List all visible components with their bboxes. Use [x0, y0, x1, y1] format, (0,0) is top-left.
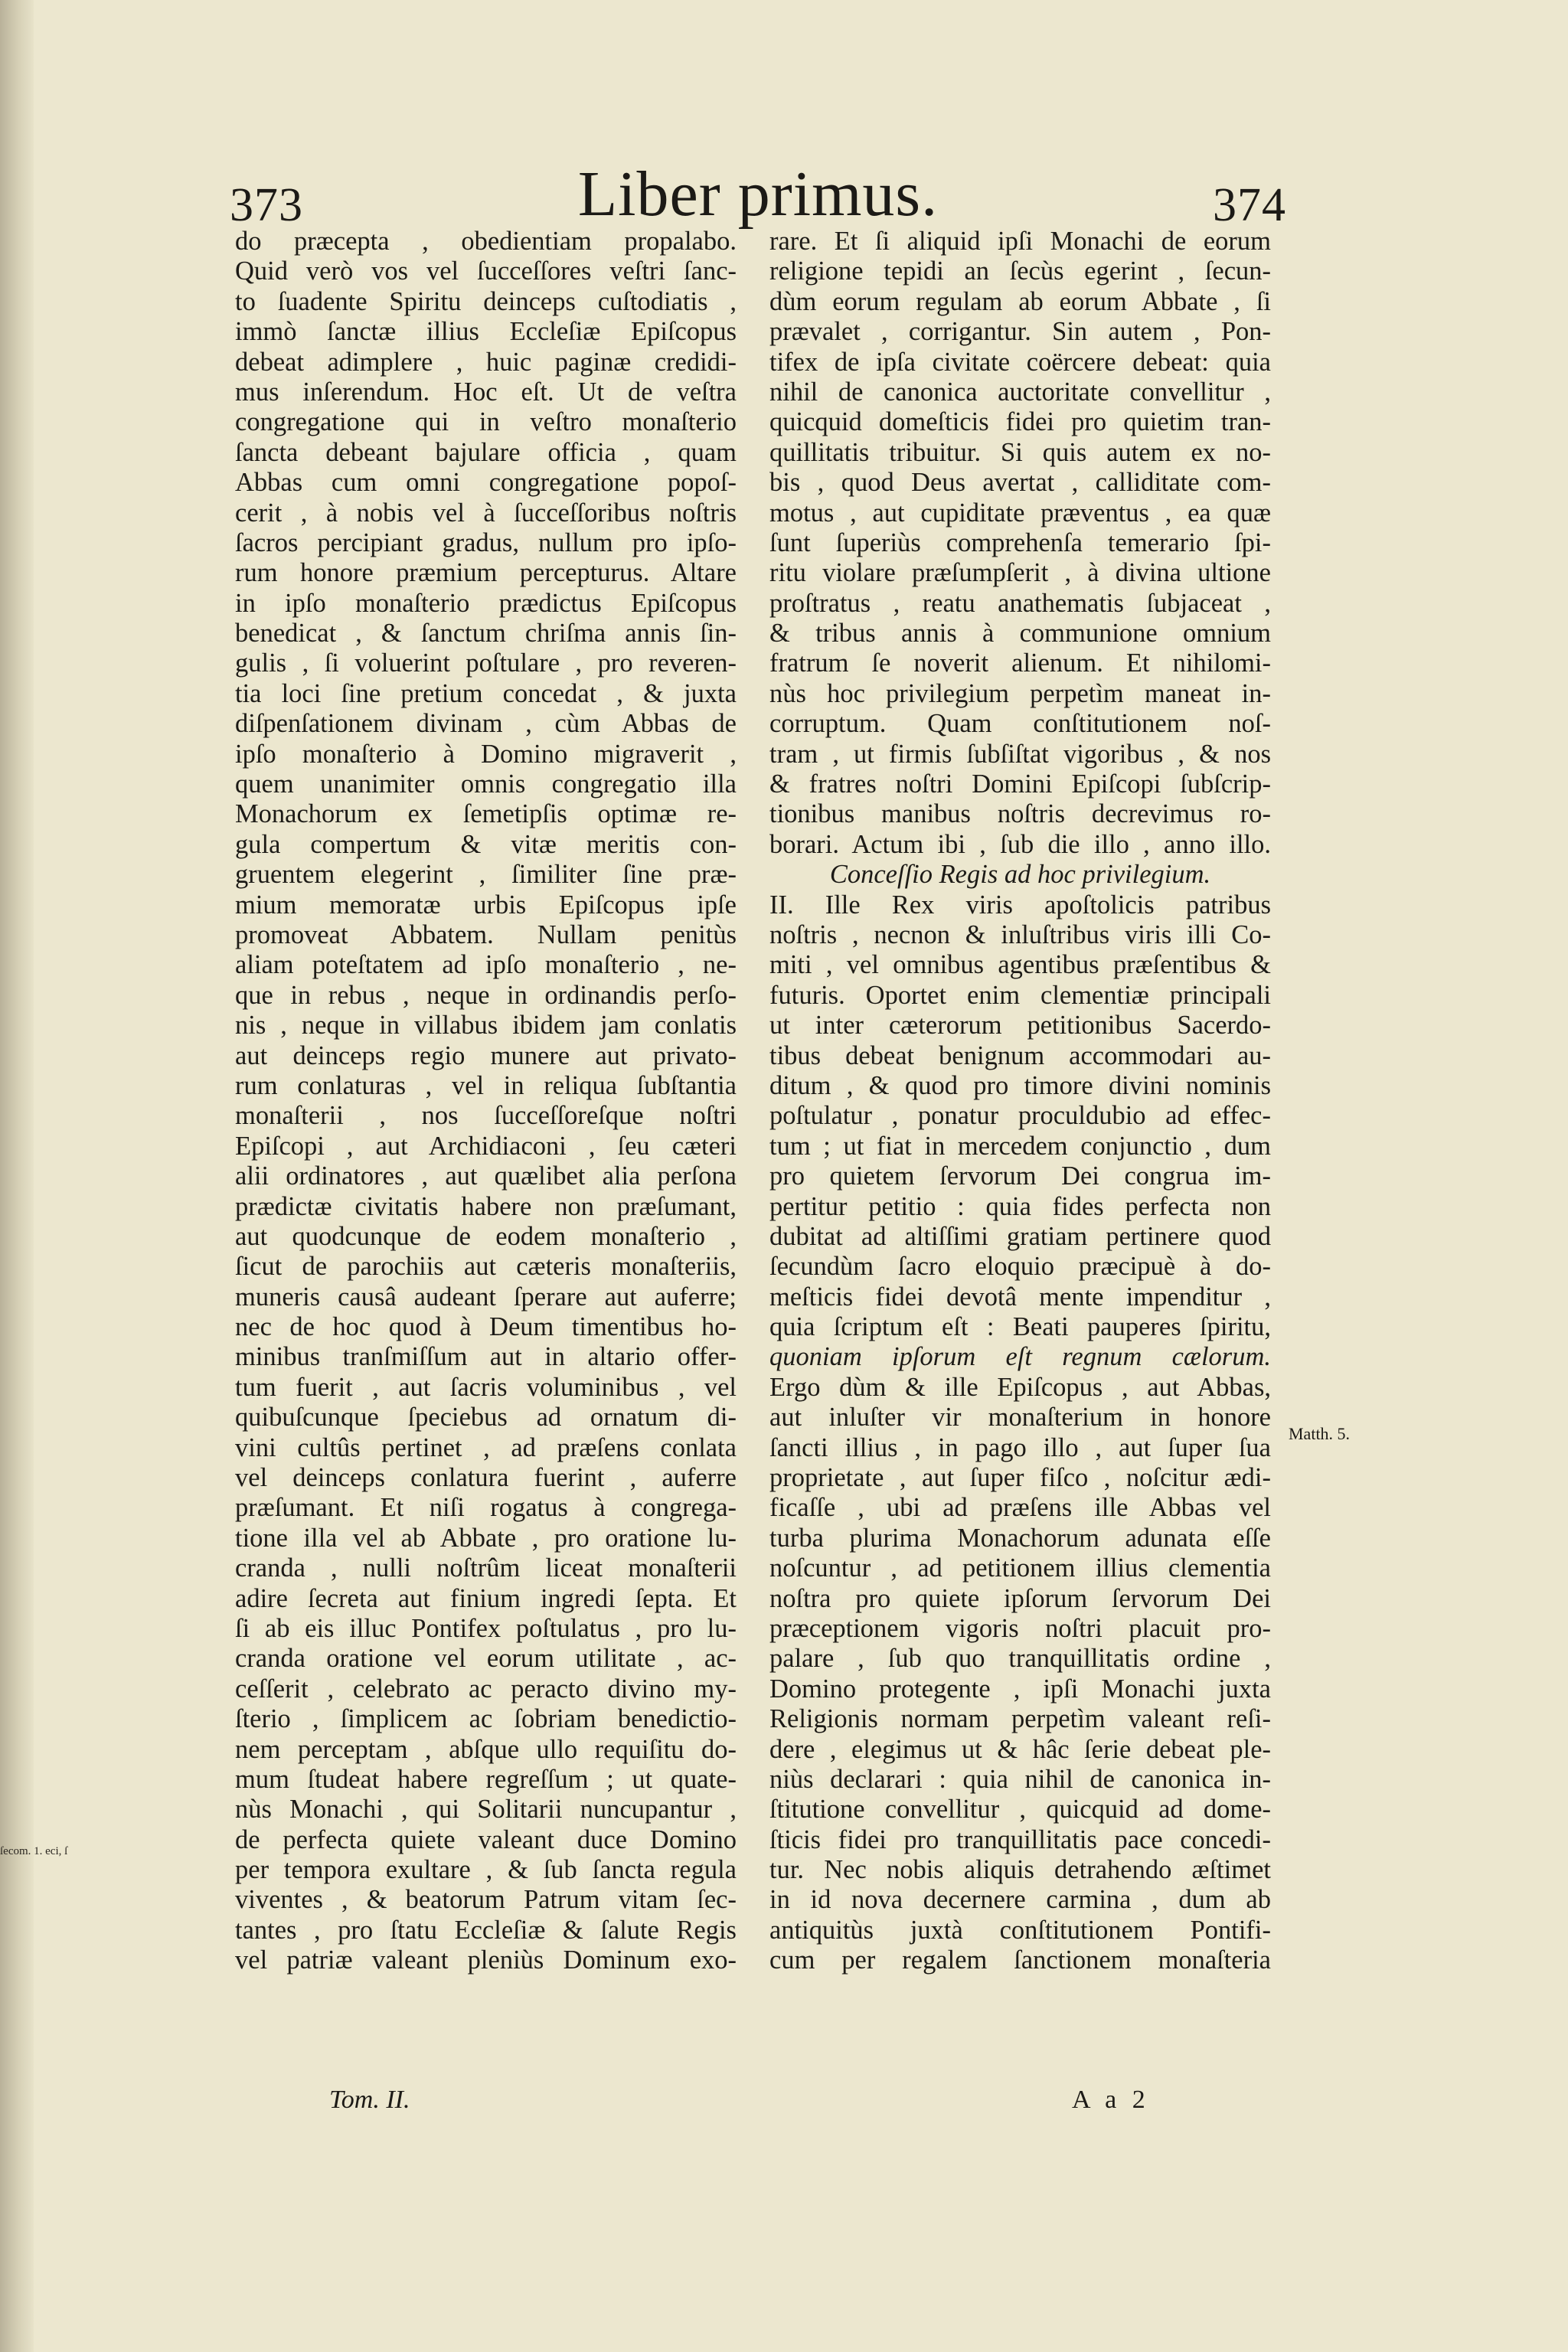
- text-line: tibus debeat benignum accommodari au-: [769, 1040, 1271, 1070]
- text-line: congregatione qui in veſtro monaſterio: [235, 407, 737, 437]
- text-line: quia ſcriptum eſt : Beati pauperes ſpiritu,: [769, 1312, 1271, 1342]
- page-number-left: 373: [230, 179, 303, 231]
- text-line: alii ordinatores , aut quælibet alia perſona: [235, 1161, 737, 1191]
- text-line: viventes , & beatorum Patrum vitam ſec-: [235, 1885, 737, 1915]
- text-line: ſi ab eis illuc Pontifex poſtulatus , pro lu-: [235, 1613, 737, 1643]
- text-line: poſtulatur , ponatur proculdubio ad effec-: [769, 1101, 1271, 1131]
- text-line: quicquid domeſticis fidei pro quietim tran-: [769, 407, 1271, 437]
- text-line: & fratres noſtri Domini Epiſcopi ſubſcrip-: [769, 769, 1271, 799]
- text-line: præſumant. Et niſi rogatus à congrega-: [235, 1493, 737, 1523]
- text-line: quem unanimiter omnis congregatio illa: [235, 769, 737, 799]
- text-line: nem perceptam , abſque ullo requiſitu do-: [235, 1734, 737, 1764]
- text-line: dùm eorum regulam ab eorum Abbate , ſi: [769, 286, 1271, 316]
- text-line: Domino protegente , ipſi Monachi juxta: [769, 1674, 1271, 1704]
- text-line: adire ſecreta aut finium ingredi ſepta. Et: [235, 1583, 737, 1613]
- volume-signature: Tom. II.: [329, 2086, 410, 2114]
- text-line: Quid verò vos vel ſucceſſores veſtri ſanc-: [235, 256, 737, 286]
- text-line: mium memoratæ urbis Epiſcopus ipſe: [235, 890, 737, 920]
- text-line: tionibus manibus noſtris decrevimus ro-: [769, 799, 1271, 829]
- text-line: tum ; ut fiat in mercedem conjunctio , dum: [769, 1131, 1271, 1161]
- text-line: quibuſcunque ſpeciebus ad ornatum di-: [235, 1403, 737, 1432]
- text-line: proſtratus , reatu anathematis ſubjaceat ,: [769, 588, 1271, 618]
- text-line: noſtris , necnon & inluſtribus viris illi Co-: [769, 920, 1271, 949]
- text-line: prævalet , corrigantur. Sin autem , Pon-: [769, 317, 1271, 347]
- text-line: ſtitutione convellitur , quicquid ad dome-: [769, 1795, 1271, 1824]
- right-text-column: [769, 227, 1271, 1976]
- text-line: bis , quod Deus avertat , calliditate com-: [769, 468, 1271, 498]
- text-line: nùs hoc privilegium perpetìm maneat in-: [769, 678, 1271, 708]
- text-line: benedicat , & ſanctum chriſma annis ſin-: [235, 619, 737, 648]
- text-line: vel deinceps conlatura fuerint , auferre: [235, 1463, 737, 1493]
- text-line: ditum , & quod pro timore divini nominis: [769, 1070, 1271, 1100]
- text-line: antiquitùs juxtà conſtitutionem Pontifi-: [769, 1915, 1271, 1945]
- text-line: ut inter cæterorum petitionibus Sacerdo-: [769, 1011, 1271, 1040]
- running-title: Liber primus.: [577, 158, 939, 230]
- text-line: ſancti illius , in pago illo , aut ſuper ſua: [769, 1432, 1271, 1462]
- printer-signature: A a 2: [1072, 2086, 1150, 2114]
- text-line: debeat adimplere , huic paginæ credidi-: [235, 347, 737, 377]
- text-line: gruentem elegerint , ſimiliter ſine præ-: [235, 860, 737, 890]
- text-line: Monachorum ex ſemetipſis optimæ re-: [235, 799, 737, 829]
- text-line: vini cultûs pertinet , ad præſens conlata: [235, 1432, 737, 1462]
- gutter-margin-note: ſecom. 1. eci, ſ: [0, 1845, 68, 1857]
- text-line: quoniam ipſorum eſt regnum cælorum.: [769, 1342, 1271, 1372]
- text-line: promoveat Abbatem. Nullam penitùs: [235, 920, 737, 949]
- text-line: to ſuadente Spiritu deinceps cuſtodiatis ,: [235, 286, 737, 316]
- text-line: nis , neque in villabus ibidem jam conlatis: [235, 1011, 737, 1040]
- text-line: ipſo monaſterio à Domino migraverit ,: [235, 739, 737, 769]
- text-line: ſicut de parochiis aut cæteris monaſteriis,: [235, 1252, 737, 1282]
- text-line: in ipſo monaſterio prædictus Epiſcopus: [235, 588, 737, 618]
- left-text-column: [235, 227, 737, 1976]
- text-line: II. Ille Rex viris apoſtolicis patribus: [769, 890, 1271, 920]
- text-line: miti , vel omnibus agentibus præſentibus &: [769, 950, 1271, 980]
- text-line: borari. Actum ibi , ſub die illo , anno illo.: [769, 829, 1271, 859]
- page-number-right: 374: [1213, 179, 1286, 231]
- text-line: noſtra pro quiete ipſorum ſervorum Dei: [769, 1583, 1271, 1613]
- text-line: aliam poteſtatem ad ipſo monaſterio , ne-: [235, 950, 737, 980]
- text-line: nec de hoc quod à Deum timentibus ho-: [235, 1312, 737, 1342]
- text-line: motus , aut cupiditate præventus , ea quæ: [769, 498, 1271, 528]
- text-line: niùs declarari : quia nihil de canonica in-: [769, 1764, 1271, 1794]
- text-line: ſacros percipiant gradus, nullum pro ipſo-: [235, 528, 737, 557]
- text-line: aut inluſter vir monaſterium in honore: [769, 1403, 1271, 1432]
- text-line: de perfecta quiete valeant duce Domino: [235, 1824, 737, 1854]
- text-line: Ergo dùm & ille Epiſcopus , aut Abbas,: [769, 1372, 1271, 1402]
- text-line: dere , elegimus ut & hâc ſerie debeat ple-: [769, 1734, 1271, 1764]
- text-line: ceſſerit , celebrato ac peracto divino my-: [235, 1674, 737, 1704]
- text-line: ſancta debeant bajulare officia , quam: [235, 437, 737, 467]
- text-line: diſpenſationem divinam , cùm Abbas de: [235, 709, 737, 739]
- text-line: prædictæ civitatis habere non præſumant,: [235, 1191, 737, 1221]
- text-line: religione tepidi an ſecùs egerint , ſecun-: [769, 256, 1271, 286]
- text-line: pertitur petitio : quia fides perfecta non: [769, 1191, 1271, 1221]
- text-line: rum conlaturas , vel in reliqua ſubſtantia: [235, 1070, 737, 1100]
- text-line: tione illa vel ab Abbate , pro oratione lu-: [235, 1523, 737, 1553]
- text-line: ſunt ſuperiùs comprehenſa temerario ſpi-: [769, 528, 1271, 557]
- text-line: turba plurima Monachorum adunata eſſe: [769, 1523, 1271, 1553]
- text-line: tifex de ipſa civitate coërcere debeat: quia: [769, 347, 1271, 377]
- text-line: monaſterii , nos ſucceſſoreſque noſtri: [235, 1101, 737, 1131]
- text-line: aut quodcunque de eodem monaſterio ,: [235, 1221, 737, 1251]
- text-line: tum fuerit , aut ſacris voluminibus , vel: [235, 1372, 737, 1402]
- text-line: cranda , nulli noſtrûm liceat monaſterii: [235, 1553, 737, 1583]
- text-line: præceptionem vigoris noſtri placuit pro-: [769, 1613, 1271, 1643]
- text-line: meſticis fidei devotâ mente impenditur ,: [769, 1282, 1271, 1312]
- text-line: Religionis normam perpetìm valeant reſi-: [769, 1704, 1271, 1734]
- text-line: mus inſerendum. Hoc eſt. Ut de veſtra: [235, 377, 737, 407]
- text-line: immò ſanctæ illius Eccleſiæ Epiſcopus: [235, 317, 737, 347]
- text-line: futuris. Oportet enim clementiæ principali: [769, 980, 1271, 1010]
- text-line: ſticis fidei pro tranquillitatis pace concedi-: [769, 1824, 1271, 1854]
- text-line: cerit , à nobis vel à ſucceſſoribus noſtris: [235, 498, 737, 528]
- text-line: do præcepta , obedientiam propalabo.: [235, 227, 737, 256]
- text-line: ſterio , ſimplicem ac ſobriam benedictio-: [235, 1704, 737, 1734]
- text-line: per tempora exultare , & ſub ſancta regula: [235, 1855, 737, 1885]
- text-line: & tribus annis à communione omnium: [769, 619, 1271, 648]
- text-line: cum per regalem ſanctionem monaſteria: [769, 1945, 1271, 1975]
- text-line: ficaſſe , ubi ad præſens ille Abbas vel: [769, 1493, 1271, 1523]
- text-line: rare. Et ſi aliquid ipſi Monachi de eorum: [769, 227, 1271, 256]
- text-line: ſecundùm ſacro eloquio præcipuè à do-: [769, 1252, 1271, 1282]
- binding-gutter: [0, 0, 68, 2352]
- text-line: proprietate , aut ſuper fiſco , noſcitur ædi-: [769, 1463, 1271, 1493]
- text-line: Abbas cum omni congregatione popoſ-: [235, 468, 737, 498]
- text-line: cranda oratione vel eorum utilitate , ac-: [235, 1644, 737, 1674]
- text-line: noſcuntur , ad petitionem illius clementia: [769, 1553, 1271, 1583]
- text-line: quillitatis tribuitur. Si quis autem ex no-: [769, 437, 1271, 467]
- text-line: tur. Nec nobis aliquis detrahendo æſtimet: [769, 1855, 1271, 1885]
- text-line: palare , ſub quo tranquillitatis ordine ,: [769, 1644, 1271, 1674]
- text-line: in id nova decernere carmina , dum ab: [769, 1885, 1271, 1915]
- text-line: rum honore præmium percepturus. Altare: [235, 558, 737, 588]
- text-line: que in rebus , neque in ordinandis perſo-: [235, 980, 737, 1010]
- text-line: nùs Monachi , qui Solitarii nuncupantur ,: [235, 1795, 737, 1824]
- text-line: gulis , ſi voluerint poſtulare , pro reveren-: [235, 648, 737, 678]
- text-line: vel patriæ valeant pleniùs Dominum exo-: [235, 1945, 737, 1975]
- text-line: tantes , pro ſtatu Eccleſiæ & ſalute Regis: [235, 1915, 737, 1945]
- text-line: muneris causâ audeant ſperare aut auferre;: [235, 1282, 737, 1312]
- text-line: nihil de canonica auctoritate convellitur ,: [769, 377, 1271, 407]
- text-line: mum ſtudeat habere regreſſum ; ut quate-: [235, 1764, 737, 1794]
- text-line: corruptum. Quam conſtitutionem noſ-: [769, 709, 1271, 739]
- text-line: fratrum ſe noverit alienum. Et nihilomi-: [769, 648, 1271, 678]
- marginal-reference: Matth. 5.: [1289, 1424, 1351, 1443]
- text-line: Conceſſio Regis ad hoc privilegium.: [829, 860, 1211, 890]
- text-line: gula compertum & vitæ meritis con-: [235, 829, 737, 859]
- text-line: Epiſcopi , aut Archidiaconi , ſeu cæteri: [235, 1131, 737, 1161]
- text-line: tia loci ſine pretium concedat , & juxta: [235, 678, 737, 708]
- text-line: dubitat ad altiſſimi gratiam pertinere quod: [769, 1221, 1271, 1251]
- text-line: ritu violare præſumpſerit , à divina ultione: [769, 558, 1271, 588]
- text-line: minibus tranſmiſſum aut in altario offer-: [235, 1342, 737, 1372]
- text-line: aut deinceps regio munere aut privato-: [235, 1040, 737, 1070]
- text-line: tram , ut firmis ſubſiſtat vigoribus , & nos: [769, 739, 1271, 769]
- text-line: pro quietem ſervorum Dei congrua im-: [769, 1161, 1271, 1191]
